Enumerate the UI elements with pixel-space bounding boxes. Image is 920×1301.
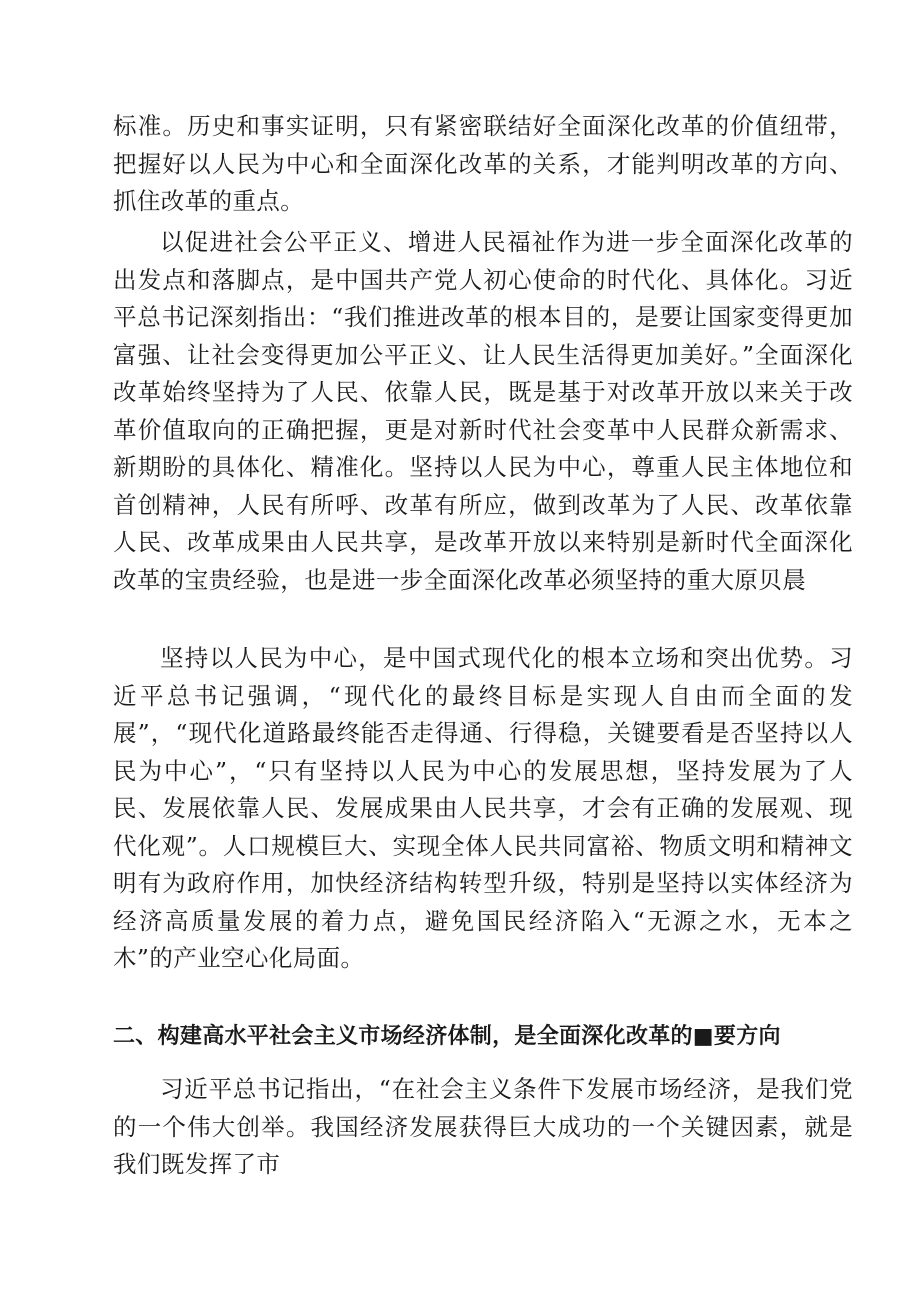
section-heading: 二、构建高水平社会主义市场经济体制，是全面深化改革的■要方向 — [113, 1024, 781, 1049]
paragraph-people-wellbeing: 以促进社会公平正义、增进人民福祉作为进一步全面深化改革的出发点和落脚点，是中国共产党人初心使命的时代化、具体化。习近平总书记深刻指出：“我们推进改革的根本目的，是要让国家变得更加富强、让社会变得更加公平正义、让人民生活得更加美好。”全面深化改革始终坚持为了人民、依靠人民，既是基于对改革开放以来关于改革价值取向的正确把握，更是对新时代社会变革中人民群众新需求、新期盼的具体化、精准化。坚持以人民为中心，尊重人民主体地位和首创精神，人民有所呼、改革有所应，做到改革为了人民、改革依靠人民、改革成果由人民共享，是改革开放以来特别是新时代全面深化改革的宝贵经验，也是进一步全面深化改革必须坚持的重大原贝晨 — [113, 228, 853, 594]
paragraph-market-economy: 习近平总书记指出，“在社会主义条件下发展市场经济，是我们党的一个伟大创举。我国经济发展获得巨大成功的一个关键因素，就是我们既发挥了市 — [113, 1075, 853, 1178]
paragraph-continuation: 标准。历史和事实证明，只有紧密联结好全面深化改革的价值纽带，把握好以人民为中心和全面深化改革的关系，才能判明改革的方向、抓住改革的重点。 — [113, 112, 853, 215]
paragraph-people-centered: 坚持以人民为中心，是中国式现代化的根本立场和突出优势。习近平总书记强调，“现代化的最终目标是实现人自由而全面的发展”，“现代化道路最终能否走得通、行得稳，关键要看是否坚持以人民为中心”，“只有坚持以人民为中心的发展思想，坚持发展为了人民、发展依靠人民、发展成果由人民共享，才会有正确的发展观、现代化观”。人口规模巨大、实现全体人民共同富裕、物质文明和精神文明有为政府作用，加快经济结构转型升级，特别是坚持以实体经济为经济高质量发展的着力点，避免国民经济陷入“无源之水，无本之木”的产业空心化局面。 — [113, 644, 853, 972]
